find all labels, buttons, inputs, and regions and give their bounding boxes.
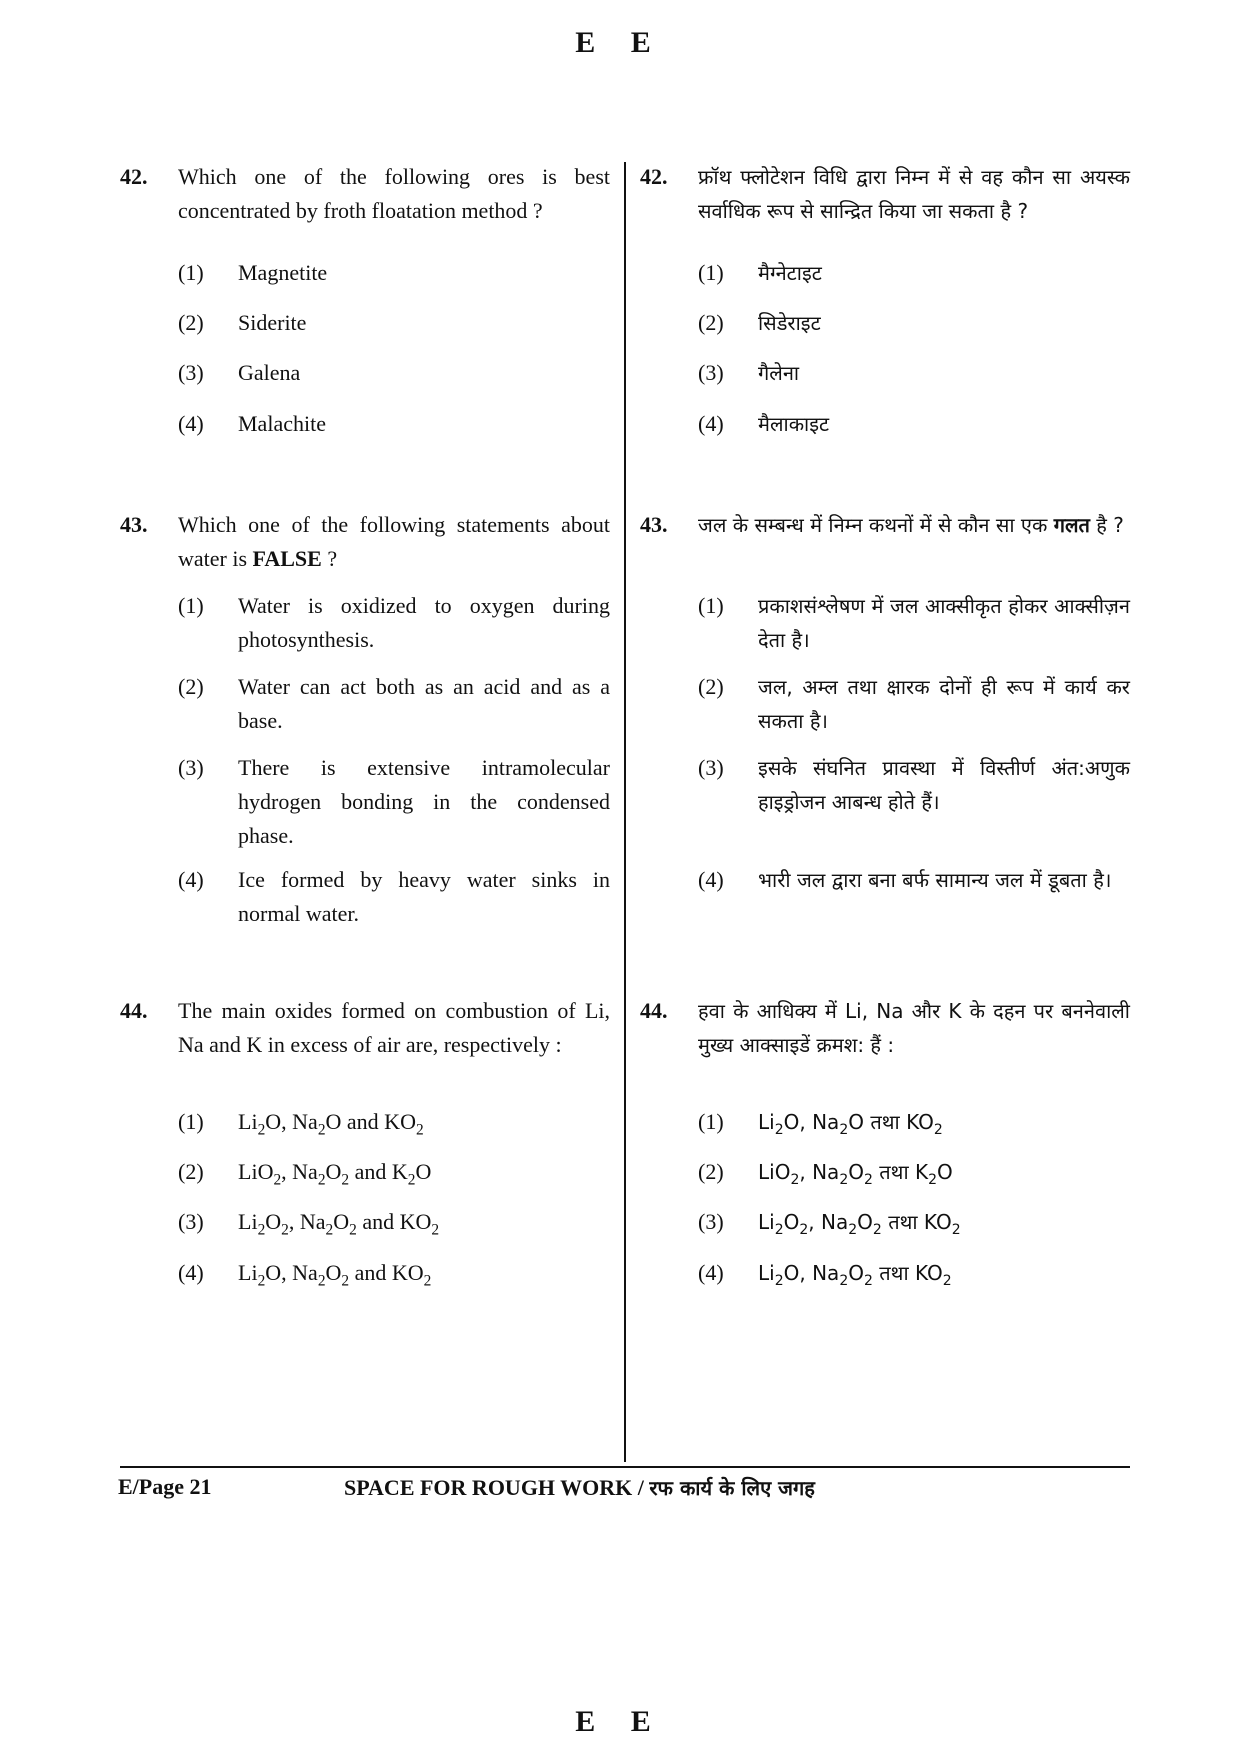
- option-4: (4) Ice formed by heavy water sinks in normal water.: [178, 867, 610, 926]
- question-text: हवा के आधिक्य में Li, Na और K के दहन पर बननेवाली मुख्य आक्साइडें क्रमश: हैं :: [698, 999, 1130, 1057]
- option-4: (4) $Li_2O$, $Na_2O_2$ तथा $KO_2$: [698, 1260, 952, 1289]
- question-number: 43.: [640, 512, 668, 537]
- question-text: फ्रॉथ फ्लोटेशन विधि द्वारा निम्न में से वह कौन सा अयस्क सर्वाधिक रूप से सान्द्रित किया जा सकता है ?: [698, 165, 1130, 223]
- question-42-en: [120, 160, 610, 228]
- question-number: 44.: [640, 998, 668, 1023]
- option-2: (2) LiO$_2$, $Na_2O_2$ तथा $K_2O$: [698, 1159, 953, 1188]
- booklet-code-bottom: E E: [575, 1705, 665, 1738]
- question-number: 42.: [120, 164, 148, 189]
- question-42-hi: [640, 160, 1130, 228]
- option-3: (3) There is extensive intramolecular hydrogen bonding in the condensed phase.: [178, 755, 610, 848]
- question-44-hi: [640, 994, 1130, 1062]
- option-2: (2) जल, अम्ल तथा क्षारक दोनों ही रूप में कार्य कर सकता है।: [698, 674, 1130, 733]
- rough-work-label: SPACE FOR ROUGH WORK / रफ कार्य के लिए जगह: [344, 1475, 815, 1500]
- question-text: Which one of the following statements about water is FALSE ?: [178, 512, 610, 571]
- option-1: (1) Magnetite: [178, 260, 328, 285]
- question-number: 44.: [120, 998, 148, 1023]
- question-43-en: [120, 508, 610, 576]
- option-3: (3) $Li_2O_2$, $Na_2O_2$ and $KO_2$: [178, 1209, 440, 1239]
- option-1: (1) $Li_2O$, $Na_2O$ तथा $KO_2$: [698, 1109, 943, 1138]
- question-44-en: [120, 994, 610, 1062]
- option-2: (2) Water can act both as an acid and as a base.: [178, 674, 610, 733]
- option-4: (4) Malachite: [178, 411, 326, 436]
- option-2: (2) Siderite: [178, 310, 307, 335]
- option-3: (3) गैलेना: [698, 360, 800, 385]
- question-number: 42.: [640, 164, 668, 189]
- option-2: (2) सिडेराइट: [698, 310, 821, 335]
- option-2: (2) LiO$_2$, $Na_2O_2$ and $K_2O$: [178, 1159, 432, 1189]
- booklet-code-top: E E: [575, 26, 665, 59]
- option-4: (4) मैलाकाइट: [698, 411, 830, 436]
- column-divider: [624, 162, 626, 1462]
- option-3: (3) Galena: [178, 360, 301, 385]
- option-4: (4) भारी जल द्वारा बना बर्फ सामान्य जल में डूबता है।: [698, 867, 1112, 892]
- option-1: (1) Water is oxidized to oxygen during photosynthesis.: [178, 593, 610, 652]
- question-43-hi: [640, 508, 1130, 542]
- option-1: (1) प्रकाशसंश्लेषण में जल आक्सीकृत होकर आक्सीज़न देता है।: [698, 593, 1130, 652]
- option-3: (3) $Li_2O_2$, $Na_2O_2$ तथा $KO_2$: [698, 1209, 961, 1238]
- option-3: (3) इसके संघनित प्रावस्था में विस्तीर्ण अंत:अणुक हाइड्रोजन आबन्ध होते हैं।: [698, 755, 1130, 814]
- page-number: E/Page 21: [118, 1474, 212, 1499]
- question-text: जल के सम्बन्ध में निम्न कथनों में से कौन सा एक गलत है ?: [698, 513, 1124, 537]
- option-4: (4) $Li_2O$, $Na_2O_2$ and $KO_2$: [178, 1260, 432, 1290]
- question-number: 43.: [120, 512, 148, 537]
- option-1: (1) मैग्नेटाइट: [698, 260, 822, 285]
- question-text: The main oxides formed on combustion of Li, Na and K in excess of air are, respectively :: [178, 998, 610, 1057]
- option-1: (1) $Li_2O$, $Na_2O$ and $KO_2$: [178, 1109, 424, 1139]
- footer-rule: [120, 1466, 1130, 1468]
- question-text: Which one of the following ores is best concentrated by froth floatation method ?: [178, 164, 610, 223]
